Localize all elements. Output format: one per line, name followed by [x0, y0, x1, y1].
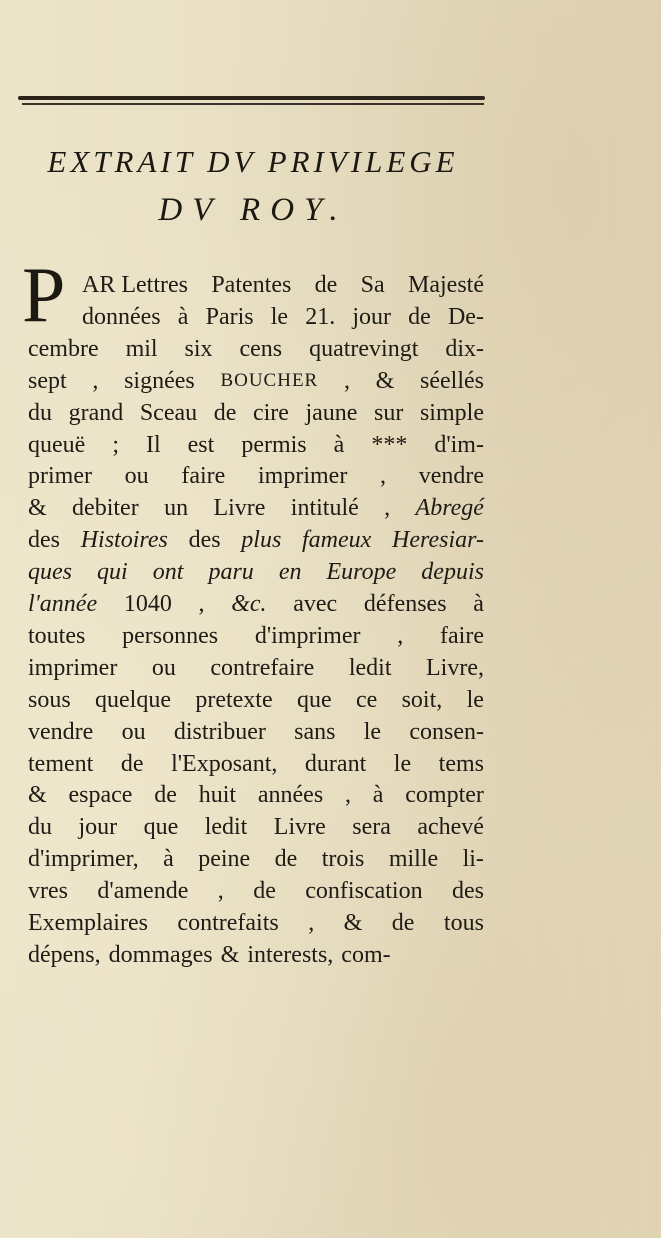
text-word: dix-	[445, 335, 484, 362]
text-word: d'imprimer	[254, 622, 361, 649]
text-word: ,	[380, 463, 387, 490]
text-word: imprimer	[258, 463, 348, 490]
text-word: vendre	[418, 463, 484, 490]
text-line	[28, 749, 484, 779]
text-word: le	[363, 718, 382, 745]
text-word: du	[28, 399, 52, 426]
text-word: cens	[239, 335, 283, 362]
text-word: jaune	[305, 399, 358, 426]
text-word: d'imprimer,	[28, 846, 139, 873]
text-word: Patentes	[211, 272, 292, 298]
text-word: fameux	[302, 527, 372, 554]
text-word: mille	[388, 846, 439, 873]
text-word: trois	[321, 846, 365, 873]
text-word: tous	[443, 910, 484, 936]
text-word: Heresiar-	[392, 527, 484, 554]
text-word: depuis	[421, 559, 484, 586]
text-word: toutes	[28, 622, 86, 649]
text-word: Livre,	[426, 654, 484, 681]
text-line	[28, 621, 484, 651]
text-line	[28, 876, 484, 906]
text-word: imprimer	[28, 654, 118, 681]
text-word: 1040	[123, 591, 172, 617]
text-word: simple	[419, 399, 484, 426]
text-word: des	[452, 878, 484, 905]
text-word: &	[28, 495, 47, 522]
text-word: ou	[121, 718, 146, 745]
text-word: le	[466, 686, 484, 713]
text-word: &c.	[231, 591, 267, 617]
text-word: défenses	[363, 591, 447, 617]
text-word: sera	[352, 814, 391, 841]
text-word: de	[391, 910, 415, 936]
text-word: en	[278, 559, 302, 586]
text-word: &	[375, 367, 395, 394]
text-word: espace	[68, 782, 133, 809]
text-word: ques	[28, 559, 72, 586]
text-word: ou	[151, 654, 176, 681]
text-word: du	[28, 814, 52, 841]
text-line	[28, 398, 484, 428]
text-word: permis	[241, 431, 307, 458]
text-word: intitulé	[290, 495, 359, 522]
text-word: est	[187, 431, 215, 458]
text-word: compter	[405, 782, 484, 809]
text-line	[28, 430, 484, 460]
text-word: données	[82, 303, 161, 330]
text-word: interests,	[247, 941, 334, 968]
text-word: ,	[344, 782, 351, 809]
drop-cap: P	[22, 251, 66, 338]
text-word: Histoires	[80, 527, 168, 554]
text-word: sous	[28, 686, 71, 713]
text-word: quelque	[95, 686, 171, 713]
text-word: l'Exposant,	[171, 750, 278, 777]
text-word: com-	[341, 941, 391, 968]
text-word: contrefaire	[210, 654, 315, 681]
text-line	[28, 366, 484, 396]
text-word: ,	[384, 495, 391, 522]
text-word: quatrevingt	[309, 335, 419, 362]
text-line	[28, 653, 484, 683]
text-word: à	[333, 431, 345, 458]
text-word: vres	[28, 878, 68, 905]
text-word: sept	[28, 367, 67, 394]
text-line	[28, 780, 484, 810]
text-word: 21.	[305, 303, 336, 330]
text-word: ,	[217, 878, 224, 905]
text-line	[28, 525, 484, 555]
page-subtitle: DV ROY.	[158, 192, 348, 228]
text-word: Majesté	[408, 272, 484, 298]
text-word: De-	[447, 303, 484, 330]
text-word: debiter	[72, 495, 139, 522]
text-line	[28, 908, 484, 938]
text-word: Sceau	[139, 399, 198, 426]
text-word: jour	[78, 814, 118, 841]
text-line	[82, 270, 484, 300]
text-word: consen-	[409, 718, 484, 745]
text-word: primer	[28, 463, 92, 490]
text-word: contrefaits	[177, 910, 279, 936]
text-word: jour	[352, 303, 392, 330]
text-line	[28, 717, 484, 747]
text-word: que	[296, 686, 332, 713]
text-word: des	[28, 527, 60, 554]
text-word: ont	[152, 559, 184, 586]
text-word: de	[154, 782, 177, 809]
text-word: queuë	[28, 431, 86, 458]
text-word: signées	[124, 367, 195, 394]
text-word: cire	[252, 399, 289, 426]
text-line	[28, 493, 484, 523]
text-line	[28, 685, 484, 715]
text-word: ,	[308, 910, 315, 936]
text-line	[28, 557, 484, 587]
text-word: à	[163, 846, 174, 873]
text-word: faire	[440, 622, 484, 649]
text-word: paru	[208, 559, 254, 586]
text-line	[28, 844, 484, 874]
text-word: des	[188, 527, 221, 554]
text-word: &	[343, 910, 363, 936]
text-word: tems	[438, 750, 484, 777]
header-rule	[18, 96, 485, 100]
text-word: plus	[241, 527, 282, 554]
text-word: vendre	[28, 718, 94, 745]
text-word: faire	[181, 463, 226, 490]
text-word: Paris	[205, 303, 254, 330]
text-word: AR Lettres	[82, 272, 188, 298]
text-word: de	[274, 846, 298, 873]
text-word: ,	[92, 367, 99, 394]
text-word: personnes	[122, 622, 219, 649]
text-word: de	[408, 303, 431, 330]
text-word: à	[177, 303, 189, 330]
text-word: de	[120, 750, 144, 777]
text-word: sans	[294, 718, 336, 745]
text-word: ou	[124, 463, 149, 490]
text-word: Abregé	[415, 495, 484, 522]
text-word: &	[220, 941, 240, 968]
text-word: ,	[397, 622, 404, 649]
text-word: peine	[198, 846, 251, 873]
text-word: distribuer	[173, 718, 266, 745]
text-line	[28, 812, 484, 842]
text-word: dépens,	[28, 941, 101, 968]
text-word: le	[393, 750, 412, 777]
text-word: six	[184, 335, 213, 362]
text-word: durant	[304, 750, 367, 777]
text-word: l'année	[28, 591, 98, 617]
text-line	[82, 302, 484, 332]
text-word: d'amende	[97, 878, 189, 905]
text-word: que	[143, 814, 179, 841]
text-word: ledit	[204, 814, 248, 841]
text-word: un	[164, 495, 189, 522]
text-word: de	[213, 399, 237, 426]
text-word: sur	[374, 399, 404, 426]
text-word: tement	[28, 750, 94, 777]
text-word: années	[257, 782, 324, 809]
text-word: ***	[371, 431, 408, 458]
text-word: cembre	[28, 335, 99, 362]
text-word: à	[372, 782, 384, 809]
text-word: à	[473, 591, 484, 617]
text-word: le	[270, 303, 289, 330]
text-word: Europe	[326, 559, 397, 586]
text-word: &	[28, 782, 47, 809]
text-word: Exemplaires	[28, 910, 148, 936]
page-title: EXTRAIT DV PRIVILEGE	[47, 144, 459, 179]
text-line	[28, 334, 484, 364]
text-line	[28, 461, 484, 491]
header-rule-thin	[22, 103, 484, 105]
text-word: grand	[68, 399, 124, 426]
text-word: soit,	[401, 686, 443, 713]
text-word: dommages	[108, 941, 213, 968]
text-word: ,	[343, 367, 350, 394]
text-word: BOUCHER	[220, 369, 319, 391]
text-word: qui	[97, 559, 128, 586]
text-word: ledit	[348, 654, 392, 681]
text-word: ce	[355, 686, 378, 713]
text-word: de	[314, 272, 338, 298]
text-word: achevé	[417, 814, 484, 841]
text-word: huit	[198, 782, 237, 809]
text-word: Livre	[213, 495, 266, 522]
text-word: confiscation	[305, 878, 423, 905]
text-word: ;	[112, 431, 119, 458]
text-word: mil	[125, 335, 158, 362]
text-word: pretexte	[195, 686, 273, 713]
text-word: Sa	[360, 272, 385, 298]
text-word: séellés	[420, 367, 484, 394]
text-word: ,	[198, 591, 205, 617]
text-word: li-	[462, 846, 484, 873]
text-word: Livre	[273, 814, 326, 841]
text-word: de	[253, 878, 276, 905]
text-word: avec	[293, 591, 338, 617]
text-line	[28, 589, 484, 619]
text-word: d'im-	[434, 431, 484, 458]
text-line	[28, 940, 484, 970]
text-word: Il	[145, 431, 161, 458]
